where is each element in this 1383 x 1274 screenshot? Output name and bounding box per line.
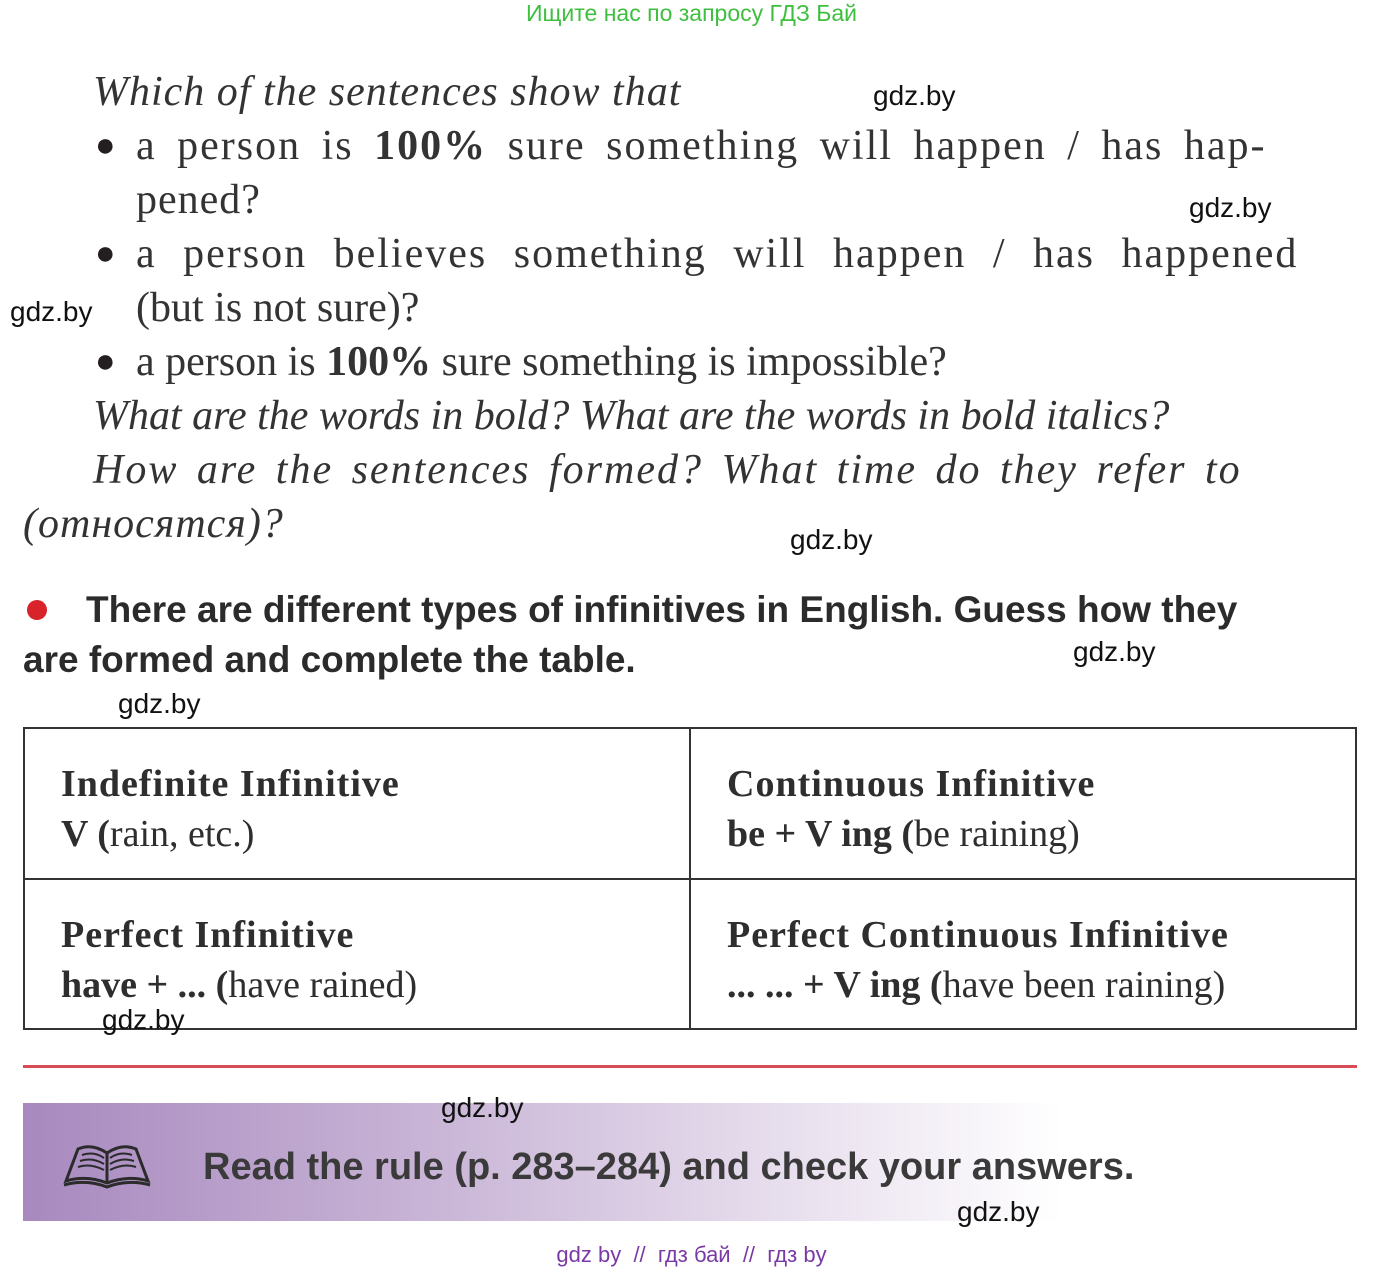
cell-formula: be + V ing (be raining) [727, 813, 1080, 855]
cell-formula: have + ... (have rained) [61, 963, 418, 1006]
bullet-dot: ● [95, 126, 116, 164]
task-line-2: are formed and complete the table. [23, 639, 636, 680]
watermark: gdz.by [10, 296, 93, 327]
bullet-dot: ● [95, 342, 116, 380]
cell-formula: ... ... + V ing (have been raining) [727, 963, 1226, 1006]
question-formation: How are the sentences formed? What time do they refer to [93, 447, 1242, 493]
bullet-dot: ● [95, 234, 116, 272]
bullet-2: a person believes something will happen / has happened [136, 231, 1299, 277]
watermark: gdz.by [441, 1092, 524, 1123]
question-bold-words: What are the words in bold? What are the words in bold italics? [93, 393, 1170, 439]
watermark: gdz.by [873, 80, 956, 111]
watermark: gdz.by [1073, 636, 1156, 667]
watermark: gdz.by [790, 524, 873, 555]
cell-title: Perfect Infinitive [61, 913, 355, 956]
rule-text: Read the rule (p. 283–284) and check your answers. [203, 1146, 1135, 1188]
table-cell [690, 879, 1356, 1030]
questions-intro: Which of the sentences show that [93, 69, 682, 115]
footer-links: gdz by // гдз бай // гдз by [556, 1242, 827, 1267]
top-banner: Ищите нас по запросу ГДЗ Бай [525, 0, 858, 26]
watermark: gdz.by [102, 1004, 185, 1035]
section-divider [23, 1065, 1357, 1068]
open-book-icon [62, 1141, 152, 1193]
task-bullet-icon [27, 600, 47, 620]
table-cell [690, 728, 1356, 879]
bullet-1: a person is 100% sure something will happen / has hap- [136, 123, 1267, 169]
infinitives-table [23, 727, 1357, 1030]
question-formation-continued: (относятся)? [23, 501, 284, 547]
bullet-2-continued: (but is not sure)? [136, 285, 420, 331]
cell-title: Continuous Infinitive [727, 763, 1096, 805]
cell-formula: V (rain, etc.) [61, 813, 255, 855]
watermark: gdz.by [118, 688, 201, 719]
bullet-1-continued: pened? [136, 177, 261, 223]
bullet-3: a person is 100% sure something is impossible? [136, 339, 947, 385]
cell-title: Indefinite Infinitive [61, 763, 400, 805]
task-line-1: There are different types of infinitives in English. Guess how they [86, 589, 1238, 630]
watermark: gdz.by [1189, 192, 1272, 223]
cell-title: Perfect Continuous Infinitive [727, 913, 1229, 956]
table-cell [24, 728, 690, 879]
watermark: gdz.by [957, 1196, 1040, 1227]
